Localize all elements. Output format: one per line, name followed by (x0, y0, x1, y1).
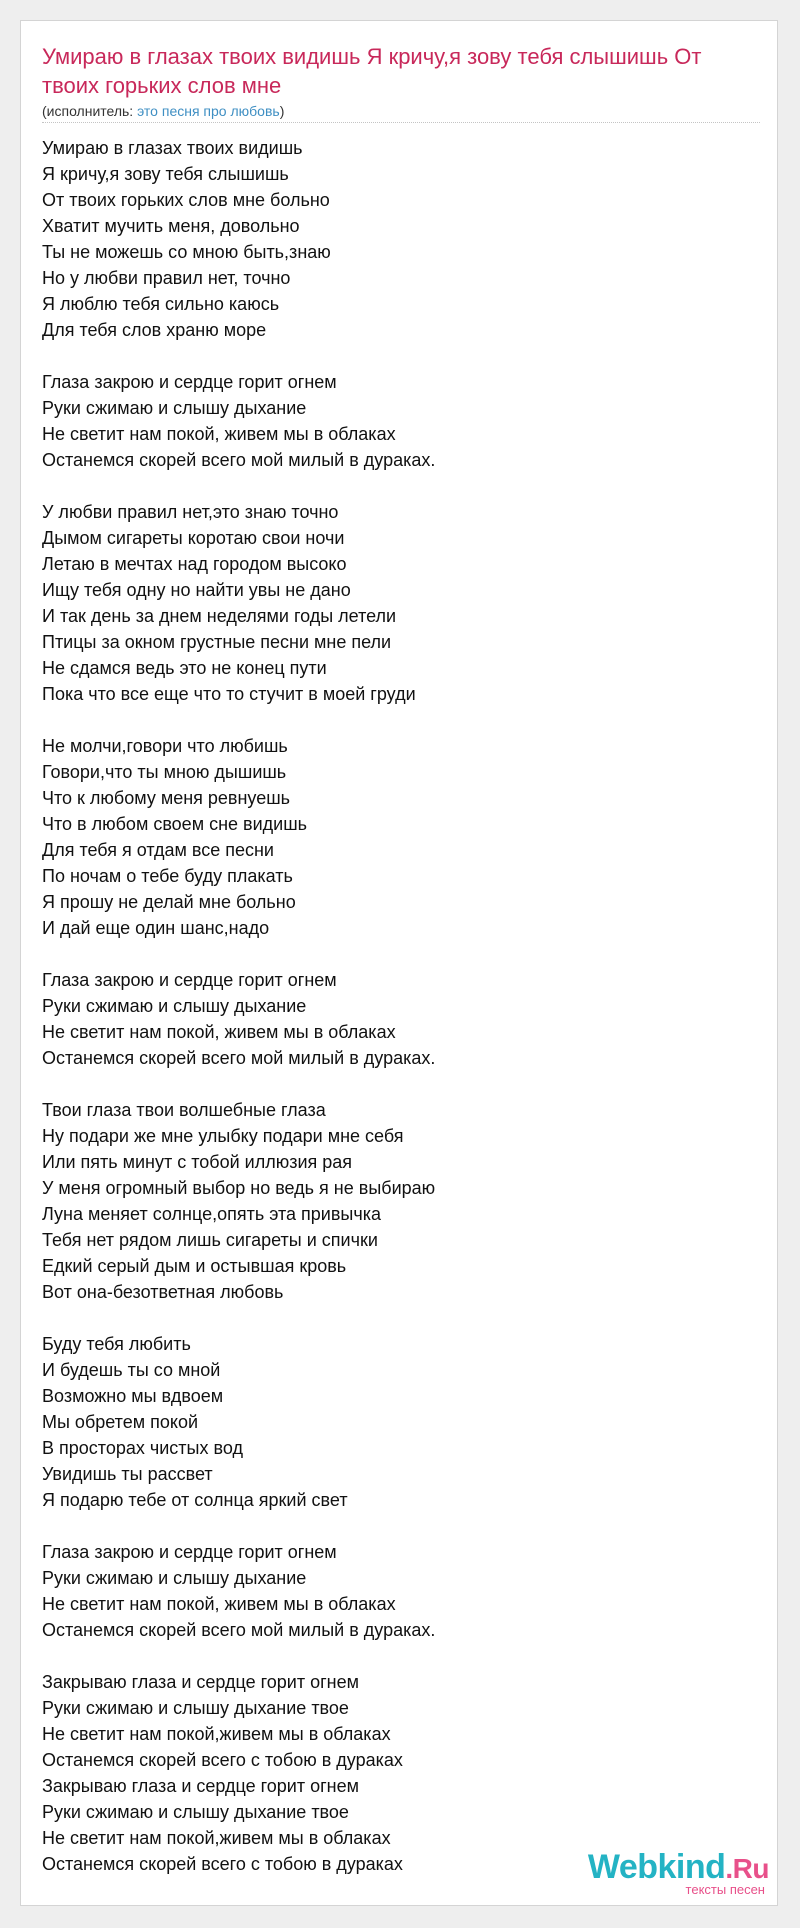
lyrics-stanza (42, 1539, 762, 1643)
lyric-line: Останемся скорей всего мой милый в дураках. (42, 1620, 436, 1640)
logo-word: Webkind (587, 1848, 726, 1886)
lyric-line: И так день за днем неделями годы летели (42, 606, 397, 626)
lyric-line: Летаю в мечтах над городом высоко (42, 554, 347, 574)
lyrics-stanza (42, 967, 762, 1071)
logo-tld: .Ru (725, 1853, 769, 1884)
lyric-line: От твоих горьких слов мне больно (42, 190, 330, 210)
artist-line (42, 102, 284, 120)
artist-suffix: ) (279, 103, 285, 119)
lyric-line: Ты не можешь со мною быть,знаю (42, 242, 331, 262)
lyric-line: Руки сжимаю и слышу дыхание (42, 398, 307, 418)
lyric-line: Я люблю тебя сильно каюсь (42, 294, 280, 314)
lyric-line: Руки сжимаю и слышу дыхание твое (42, 1802, 349, 1822)
lyric-line: По ночам о тебе буду плакать (42, 866, 293, 886)
lyrics-body (42, 135, 762, 1903)
lyric-line: Для тебя слов храню море (42, 320, 267, 340)
logo-tagline: тексты песен (685, 1882, 765, 1897)
artist-link[interactable]: это песня про любовь (137, 103, 280, 119)
lyric-line: Останемся скорей всего с тобою в дураках (42, 1854, 403, 1874)
lyric-line: И дай еще один шанс,надо (42, 918, 270, 938)
lyric-line: Умираю в глазах твоих видишь (42, 138, 303, 158)
title-divider (42, 122, 760, 123)
lyric-line: Хватит мучить меня, довольно (42, 216, 300, 236)
lyrics-stanza (42, 135, 762, 343)
lyric-line: Глаза закрою и сердце горит огнем (42, 970, 337, 990)
lyric-line: Глаза закрою и сердце горит огнем (42, 1542, 337, 1562)
lyric-line: У меня огромный выбор но ведь я не выбираю (42, 1178, 436, 1198)
lyric-line: Руки сжимаю и слышу дыхание твое (42, 1698, 349, 1718)
lyric-line: Не сдамся ведь это не конец пути (42, 658, 327, 678)
lyrics-stanza (42, 733, 762, 941)
lyrics-stanza (42, 369, 762, 473)
lyric-line: Что в любом своем сне видишь (42, 814, 308, 834)
lyric-line: Буду тебя любить (42, 1334, 191, 1354)
lyric-line: Не светит нам покой,живем мы в облаках (42, 1724, 391, 1744)
lyric-line: Или пять минут с тобой иллюзия рая (42, 1152, 353, 1172)
lyric-line: Ищу тебя одну но найти увы не дано (42, 580, 351, 600)
lyric-line: Не светит нам покой, живем мы в облаках (42, 1022, 396, 1042)
lyric-line: Луна меняет солнце,опять эта привычка (42, 1204, 382, 1224)
lyric-line: Не молчи,говори что любишь (42, 736, 288, 756)
lyrics-stanza (42, 499, 762, 707)
site-logo[interactable] (549, 1849, 769, 1897)
lyric-line: Закрываю глаза и сердце горит огнем (42, 1672, 360, 1692)
lyric-line: И будешь ты со мной (42, 1360, 221, 1380)
lyric-line: Тебя нет рядом лишь сигареты и спички (42, 1230, 378, 1250)
lyric-line: Птицы за окном грустные песни мне пели (42, 632, 392, 652)
lyric-line: Руки сжимаю и слышу дыхание (42, 1568, 307, 1588)
lyric-line: Не светит нам покой,живем мы в облаках (42, 1828, 391, 1848)
artist-prefix: (исполнитель: (42, 103, 138, 119)
page-title: Умираю в глазах твоих видишь Я кричу,я зову тебя слышишь От твоих горьких слов мне (42, 44, 702, 98)
lyric-line: Говори,что ты мною дышишь (42, 762, 287, 782)
lyrics-stanza (42, 1669, 762, 1877)
lyric-line: Руки сжимаю и слышу дыхание (42, 996, 307, 1016)
lyric-line: У любви правил нет,это знаю точно (42, 502, 339, 522)
lyric-line: Увидишь ты рассвет (42, 1464, 213, 1484)
lyric-line: Я кричу,я зову тебя слышишь (42, 164, 289, 184)
lyric-line: Не светит нам покой, живем мы в облаках (42, 424, 396, 444)
lyric-line: Я прошу не делай мне больно (42, 892, 296, 912)
lyric-line: Пока что все еще что то стучит в моей груди (42, 684, 416, 704)
lyric-line: Что к любому меня ревнуешь (42, 788, 291, 808)
lyric-line: Останемся скорей всего мой милый в дураках. (42, 1048, 436, 1068)
lyric-line: Глаза закрою и сердце горит огнем (42, 372, 337, 392)
lyric-line: Вот она-безответная любовь (42, 1282, 284, 1302)
lyric-line: Для тебя я отдам все песни (42, 840, 274, 860)
lyric-line: Останемся скорей всего с тобою в дураках (42, 1750, 403, 1770)
lyrics-stanza (42, 1331, 762, 1513)
lyrics-stanza (42, 1097, 762, 1305)
lyric-line: Возможно мы вдвоем (42, 1386, 224, 1406)
lyric-line: Не светит нам покой, живем мы в облаках (42, 1594, 396, 1614)
lyric-line: В просторах чистых вод (42, 1438, 243, 1458)
lyric-line: Мы обретем покой (42, 1412, 199, 1432)
lyric-line: Закрываю глаза и сердце горит огнем (42, 1776, 360, 1796)
lyric-line: Останемся скорей всего мой милый в дураках. (42, 450, 436, 470)
lyric-line: Дымом сигареты коротаю свои ночи (42, 528, 345, 548)
lyric-line: Я подарю тебе от солнца яркий свет (42, 1490, 348, 1510)
lyric-line: Едкий серый дым и остывшая кровь (42, 1256, 347, 1276)
content-card (20, 20, 778, 1906)
lyric-line: Но у любви правил нет, точно (42, 268, 291, 288)
lyric-line: Ну подари же мне улыбку подари мне себя (42, 1126, 404, 1146)
lyric-line: Твои глаза твои волшебные глаза (42, 1100, 326, 1120)
